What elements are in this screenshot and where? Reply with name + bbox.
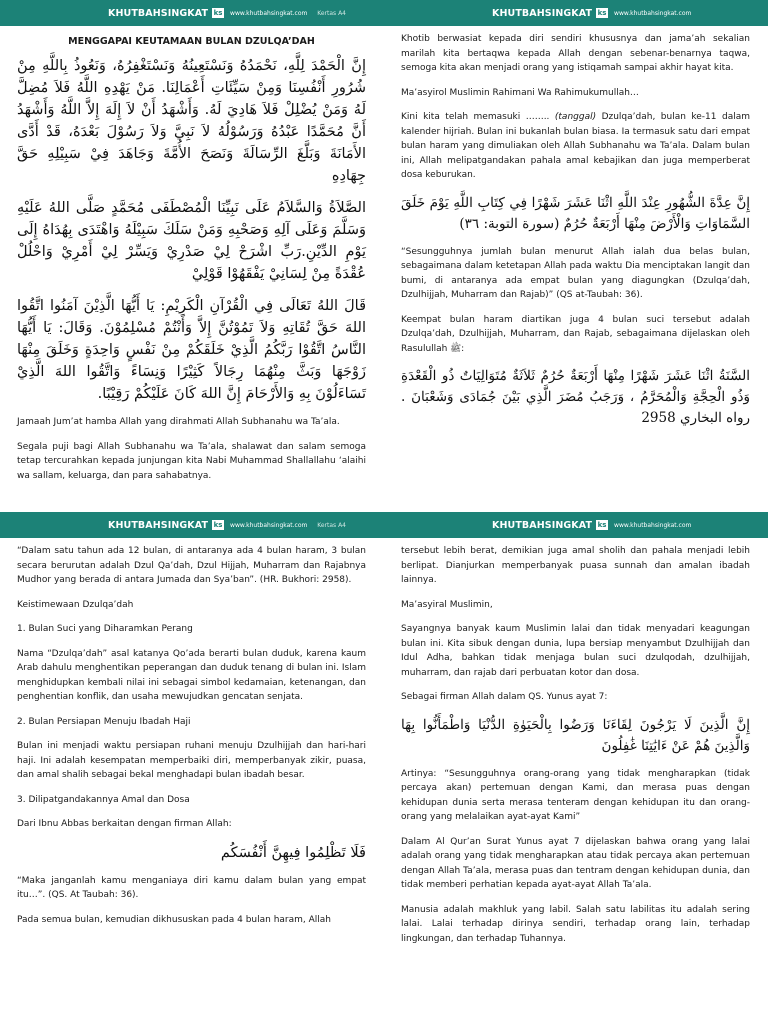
paragraph: Keempat bulan haram diartikan juga 4 bulan suci tersebut adalah Dzulqa’dah, Dzulhijjah, Muharram, dan Rajab, sebagaimana dijelaskan oleh Rasulullah ﷺ: xyxy=(401,314,750,354)
paragraph xyxy=(401,110,750,183)
site-url[interactable]: www.khutbahsingkat.com xyxy=(230,9,308,17)
paragraph: “Dalam satu tahun ada 12 bulan, di antaranya ada 4 bulan haram, 3 bulan secara berurutan adalah Dzul Qa’dah, Dzul Hijjah, Muharram dan Rajabnya Mudhor yang berada di antara Jumada dan Sya’ban”. (HR. Bukhori: 2958). xyxy=(17,546,366,585)
paragraph: Dalam Al Qur’an Surat Yunus ayat 7 dijelaskan bahwa orang yang lalai adalah orang yang tidak mengharapkan atau tidak percaya akan pertemuan dengan Allah Ta’ala, merasa puas dan tentram dengan kehidupan dunia, dan tidak memberi perhatian kepada ayat-ayat Allah Ta’ala. xyxy=(401,836,750,890)
site-url[interactable]: www.khutbahsingkat.com xyxy=(230,521,308,529)
subheading: 3. Dilipatgandakannya Amal dan Dosa xyxy=(17,794,190,805)
arabic-verse: فَلَا تَظْلِمُوا فِيهِنَّ أَنْفُسَكُم xyxy=(220,844,366,861)
site-url[interactable]: www.khutbahsingkat.com xyxy=(614,9,692,17)
subheading: 1. Bulan Suci yang Diharamkan Perang xyxy=(17,624,193,634)
brand-name: KHUTBAHSINGKAT xyxy=(108,519,209,531)
paper-size-label: Kertas A4 xyxy=(317,9,346,17)
brand-logo-icon: ks xyxy=(213,521,223,529)
page-1 xyxy=(0,0,384,512)
page-title: MENGGAPAI KEUTAMAAN BULAN DZULQA’DAH xyxy=(68,36,315,47)
page-header xyxy=(384,512,768,538)
brand-logo-icon: ks xyxy=(597,9,607,17)
text-run: Dzulqa’dah, bulan ke-11 dalam kalender hijriah. Bulan ini bukanlah bulan biasa. Ia termasuk satu dari empat bulan haram yang dimuliakan oleh Allah Subhanahu wa Ta’ala. Dalam bulan ini, Allah melipatgandakan pahala amal kebajikan dan juga memperberat dosa keburukan. xyxy=(401,112,750,180)
site-url[interactable]: www.khutbahsingkat.com xyxy=(614,521,692,529)
brand-name: KHUTBAHSINGKAT xyxy=(492,7,593,19)
page-header xyxy=(384,0,768,26)
arabic-verse: إِنَّ عِدَّةَ الشُّهُورِ عِنْدَ اللَّهِ اثْنَا عَشَرَ شَهْرًا فِي كِتَابِ اللَّهِ يَوْمَ خَلَقَ السَّمَاوَاتِ وَالْأَرْضَ مِنْهَا أَرْبَعَةٌ حُرُمٌ (سورة التوبة: ٣٦) xyxy=(401,194,750,232)
paragraph: Dari Ibnu Abbas berkaitan dengan firman Allah: xyxy=(17,819,232,829)
page-2 xyxy=(384,0,768,512)
paragraph: Sebagai firman Allah dalam QS. Yunus ayat 7: xyxy=(401,692,608,702)
paragraph: Ma’asyiral Muslimin, xyxy=(401,599,493,610)
paragraph: Manusia adalah makhluk yang labil. Salah satu labilitas itu adalah sering lalai. Lalai terhadap dirinya sendiri, terhadap orang lain, terhadap lingkungan, dan terhadap Tuhannya. xyxy=(401,904,750,944)
paragraph: Segala puji bagi Allah Subhanahu wa Ta’ala, shalawat dan salam semoga tetap tercurahkan kepada junjungan kita Nabi Muhammad Shallallahu ‘alaihi wa sallam, keluarga, dan para sahabatnya. xyxy=(17,441,366,481)
paragraph: tersebut lebih berat, demikian juga amal sholih dan pahala menjadi lebih berlipat. Dianjurkan memperbanyak puasa sunnah dan amalan ibadah lainnya. xyxy=(401,546,750,585)
text-run: Kini kita telah memasuki …….. xyxy=(401,112,555,122)
subheading: 2. Bulan Persiapan Menuju Ibadah Haji xyxy=(17,716,191,727)
brand-logo-icon: ks xyxy=(213,9,223,17)
arabic-hadith: السَّنَةُ اثْنَا عَشَرَ شَهْرًا مِنْهَا أَرْبَعَةٌ حُرُمٌ ثَلاَثَةٌ مُتَوَالِيَاتٌ ذُو الْقَعْدَةِ وَذُو الْحِجَّةِ وَالْمُحَرَّمُ ، وَرَجَبُ مُضَرَ الَّذِي بَيْنَ جُمَادَى وَشَعْبَانَ . رواه البخاري 2958 xyxy=(401,368,750,426)
paragraph: Nama “Dzulqa’dah” asal katanya Qo’ada berarti bulan duduk, karena kaum Arab dahulu menghentikan peperangan dan duduk tenang di bulan ini. Islam menghidupkan kembali nilai ini sebagai simbol kedamaian, ketenangan, dan penghentian konflik, dan usaha mewujudkan gencatan senjata. xyxy=(17,648,366,702)
text-italic: (tanggal) xyxy=(554,112,597,122)
brand-name: KHUTBAHSINGKAT xyxy=(108,7,209,19)
arabic-quran-verses: قَالَ اللهُ تَعَالَى فِي الْقُرْآنِ الْكَرِيْمِ: يَا أَيُّهَا الَّذِيْنَ آمَنُوا اتَّقُوا اللهَ حَقَّ تُقَاتِهِ وَلاَ تَمُوْتُنَّ إِلاَّ وَأَنْتُمْ مُسْلِمُوْنَ. وَقَالَ: يَا أَيُّهَا النَّاسُ اتَّقُوْا رَبَّكُمُ الَّذِيْ خَلَقَكُمْ مِنْ نَفْسٍ وَاحِدَةٍ وَخَلَقَ مِنْهَا زَوْجَهَا وَبَثَّ مِنْهُمَا رِجَالاً كَثِيْرًا وَنِسَاءً وَاتَّقُوا اللهَ الَّذِيْ تَسَاءَلُوْنَ بِهِ وَالأَرْحَامَ إِنَّ اللهَ كَانَ عَلَيْكُمْ رَقِيْبًا. xyxy=(17,298,366,402)
page-4 xyxy=(384,512,768,1024)
paragraph: Ma’asyirol Muslimin Rahimani Wa Rahimukumullah… xyxy=(401,87,639,98)
paragraph: Artinya: “Sesungguhnya orang-orang yang tidak mengharapkan (tidak percaya akan) pertemuan dengan Kami, dan merasa puas dengan kehidupan dunia serta merasa tenteram dengan kehidupan itu dan orang-orang yang melalaikan ayat-ayat Kami” xyxy=(401,768,750,822)
paragraph: “Maka janganlah kamu menganiaya diri kamu dalam bulan yang empat itu…”. (QS. At Taubah: 36). xyxy=(17,875,366,900)
paper-size-label: Kertas A4 xyxy=(317,521,346,529)
section-heading: Keistimewaan Dzulqa’dah xyxy=(17,599,134,610)
arabic-opening: إِنَّ الْحَمْدَ لِلَّهِ، نَحْمَدُهُ وَنَسْتَعِينُهُ وَنَسْتَغْفِرُهُ، وَنَعُوذُ بِاللَّهِ مِنْ شُرُورِ أَنْفُسِنَا وَمِنْ سَيِّئَاتِ أَعْمَالِنَا. مَنْ يَهْدِهِ اللَّهُ فَلاَ مُضِلَّ لَهُ وَمَنْ يُضْلِلْ فَلاَ هَادِيَ لَهُ. وَأَشْهَدُ أَنْ لاَ إِلَهَ إِلاَّ اللَّهُ وَأَشْهَدُ أَنَّ مُحَمَّدًا عَبْدُهُ وَرَسُوْلُهُ لاَ نَبِيَّ وَلاَ رَسُوْلَ بَعْدَهُ، قَدْ أَدَّى الأَمَانَةَ وَبَلَّغَ الرِّسَالَةَ وَنَصَحَ الأُمَّةَ وَجَاهَدَ فِيْ سَبِيْلِهِ حَقَّ جِهَادِهِ xyxy=(17,58,366,184)
paragraph: Khotib berwasiat kepada diri sendiri khususnya dan jama’ah sekalian marilah kita bertaqwa kepada Allah dengan sebenar-benarnya taqwa, semoga kita akan menjadi orang yang istiqamah sampai akhir hayat kita. xyxy=(401,34,750,73)
page-3 xyxy=(0,512,384,1024)
brand-logo-icon: ks xyxy=(597,521,607,529)
paragraph: Pada semua bulan, kemudian dikhususkan pada 4 bulan haram, Allah xyxy=(17,914,332,925)
arabic-shalawat: الصَّلاَةُ وَالسَّلاَمُ عَلَى نَبِيِّنَا الْمُصْطَفَى مُحَمَّدٍ صَلَّى اللهُ عَلَيْهِ وَسَلَّمَ وَعَلَى آلِهِ وَصَحْبِهِ وَمَنْ سَلَكَ سَبِيْلَهُ وَاهْتَدَى بِهُدَاهُ إِلَى يَوْمِ الدِّيْنِ.رَبِّ اشْرَحْ لِيْ صَدْرِيْ وَيَسِّرْ لِيْ أَمْرِيْ وَاحْلُلْ عُقْدَةً مِنْ لِسَانِيْ يَفْقَهُوْا قَوْلِيْ xyxy=(17,200,366,282)
arabic-verse: إِنَّ الَّذِينَ لَا يَرْجُونَ لِقَاءَنَا وَرَضُوا بِالْحَيَوٰةِ الدُّنْيَا وَاطْمَأَنُّوا بِهَا وَالَّذِينَ هُمْ عَنْ ءَايَٰتِنَا غَٰفِلُونَ xyxy=(401,716,750,754)
paragraph: “Sesungguhnya jumlah bulan menurut Allah ialah dua belas bulan, sebagaimana dalam ketetapan Allah pada waktu Dia menciptakan langit dan bumi, di antaranya ada empat bulan yang diagungkan (Dzulqa’dah, Dzulhijjah, Muharram dan Rajab)” (QS at-Taubah: 36). xyxy=(401,246,750,300)
paragraph: Sayangnya banyak kaum Muslimin lalai dan tidak menyadari keagungan bulan ini. Kita sibuk dengan dunia, lupa bersiap menyambut Dzulhijjah dan Idul Adha, bahkan tidak menjaga bulan suci dzulqodah, dzulhijjah, muharram, dan rajab dari perbuatan kotor dan dosa. xyxy=(401,624,750,678)
paragraph: Jamaah Jum’at hamba Allah yang dirahmati Allah Subhanahu wa Ta’ala. xyxy=(17,417,340,427)
page-header xyxy=(0,512,384,538)
page-header xyxy=(0,0,384,26)
brand-name: KHUTBAHSINGKAT xyxy=(492,519,593,531)
paragraph: Bulan ini menjadi waktu persiapan ruhani menuju Dzulhijjah dan hari-hari haji. Ini adalah kesempatan memperbaiki diri, memperbanyak zikir, puasa, dan amal shalih sebagai bekal menghadapi bulan ibadah besar. xyxy=(17,741,366,780)
